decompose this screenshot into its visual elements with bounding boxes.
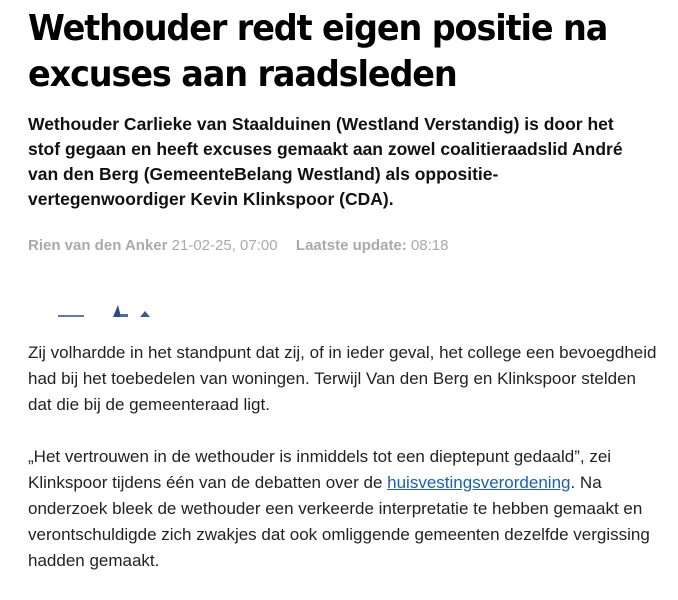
body-paragraph-1: Zij volhardde in het standpunt dat zij, of in ieder geval, het college een bevoegdheid had bij het toebedelen van woningen. Terwijl Van den Berg en Klinkspoor stelden dat die bij de gemeenteraad ligt. xyxy=(28,343,657,414)
article-image-fragment xyxy=(28,302,228,332)
published-date: 21-02-25, 07:00 xyxy=(171,237,278,254)
update-time: 08:18 xyxy=(410,237,449,254)
paragraph-2-text-before: „Het vertrouwen in de wethouder is inmiddels tot een dieptepunt gedaald”, zei Klinkspoor tijdens één van de debatten over de xyxy=(28,447,612,492)
article xyxy=(28,0,658,600)
paragraph-2-text-after: . Na onderzoek bleek de wethouder een verkeerde interpretatie te hebben gemaakt en verontschuldigde zich zwakjes dat ook omliggende gemeenten dezelfde vergissing hadden gemaakt. xyxy=(28,473,650,570)
image-edge-graphic xyxy=(58,302,178,322)
housing-ordinance-link[interactable]: huisvestingsverordening xyxy=(387,473,571,492)
body-paragraph-2 xyxy=(28,444,658,574)
update-label: Laatste update: xyxy=(295,237,407,254)
author-name[interactable]: Rien van den Anker xyxy=(28,237,168,254)
article-headline: Wethouder redt eigen positie na excuses aan raadsleden xyxy=(28,8,608,95)
article-meta xyxy=(28,236,658,256)
article-body xyxy=(28,340,658,574)
article-intro: Wethouder Carlieke van Staalduinen (Westland Verstandig) is door het stof gegaan en heeft excuses gemaakt aan zowel coalitieraadslid André van den Berg (GemeenteBelang Westland) als oppositie-vertegenwoordiger Kevin Klinkspoor (CDA). xyxy=(28,114,623,209)
